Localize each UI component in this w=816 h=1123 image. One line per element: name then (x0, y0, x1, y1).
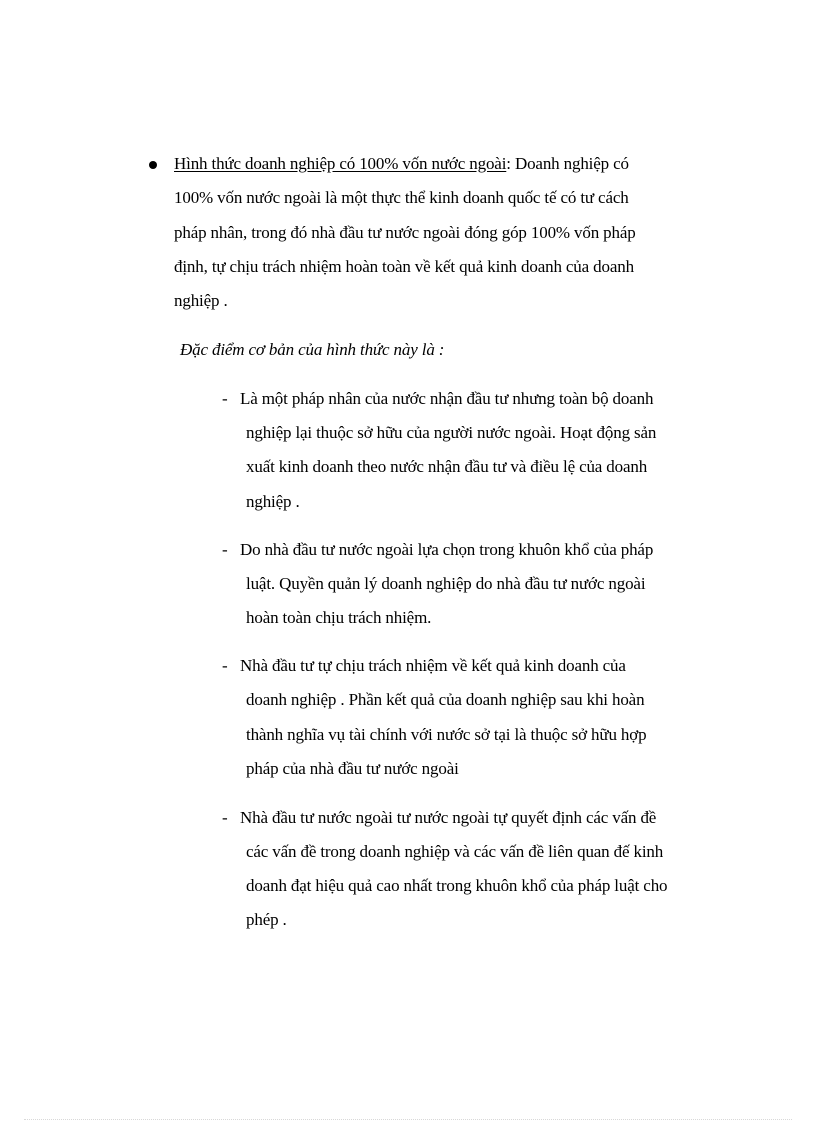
section-line: pháp nhân, trong đó nhà đầu tư nước ngoài đóng góp 100% vốn pháp (174, 223, 636, 242)
dash-marker: - (222, 389, 228, 408)
dash-item-line: pháp của nhà đầu tư nước ngoài (246, 759, 459, 778)
dash-item-line: các vấn đề trong doanh nghiệp và các vấn đề liên quan đế kinh (246, 842, 664, 861)
section-heading-sep: : (506, 154, 511, 173)
dash-item-line: luật. Quyền quản lý doanh nghiệp do nhà đầu tư nước ngoài (246, 574, 646, 593)
dash-item-line: Nhà đầu tư nước ngoài tư nước ngoài tự quyết định các vấn đề (240, 808, 657, 827)
dash-item-line: xuất kinh doanh theo nước nhận đầu tư và điều lệ của doanh (246, 457, 648, 476)
page-bottom-divider (24, 1119, 792, 1120)
subtitle: Đặc điểm cơ bản của hình thức này là : (180, 340, 445, 359)
dash-item-line: nghiệp . (246, 492, 300, 511)
dash-item-line: Do nhà đầu tư nước ngoài lựa chọn trong khuôn khổ của pháp (240, 540, 654, 559)
section-line: nghiệp . (174, 291, 228, 310)
section-heading: Hình thức doanh nghiệp có 100% vốn nước ngoài (174, 154, 507, 173)
section-first-line (174, 154, 629, 174)
dash-item-line: doanh nghiệp . Phần kết quả của doanh nghiệp sau khi hoàn (246, 690, 645, 709)
section-line: định, tự chịu trách nhiệm hoàn toàn về kết quả kinh doanh của doanh (174, 257, 634, 276)
section-first-line-rest: Doanh nghiệp có (510, 154, 629, 173)
dash-item-line: Là một pháp nhân của nước nhận đầu tư nhưng toàn bộ doanh (240, 389, 654, 408)
dash-item-line: nghiệp lại thuộc sở hữu của người nước ngoài. Hoạt động sản (246, 423, 657, 442)
dash-item-line: phép . (246, 910, 287, 929)
dash-item-line: hoàn toàn chịu trách nhiệm. (246, 608, 432, 627)
dash-marker: - (222, 656, 228, 675)
dash-item-line: doanh đạt hiệu quả cao nhất trong khuôn khổ của pháp luật cho (246, 876, 668, 895)
section-line: 100% vốn nước ngoài là một thực thể kinh doanh quốc tế có tư cách (174, 188, 629, 207)
dash-item-line: Nhà đầu tư tự chịu trách nhiệm về kết quả kinh doanh của (240, 656, 626, 675)
dash-marker: - (222, 540, 228, 559)
dash-marker: - (222, 808, 228, 827)
bullet-icon (149, 161, 157, 169)
dash-item-line: thành nghĩa vụ tài chính với nước sở tại là thuộc sở hữu hợp (246, 725, 647, 744)
